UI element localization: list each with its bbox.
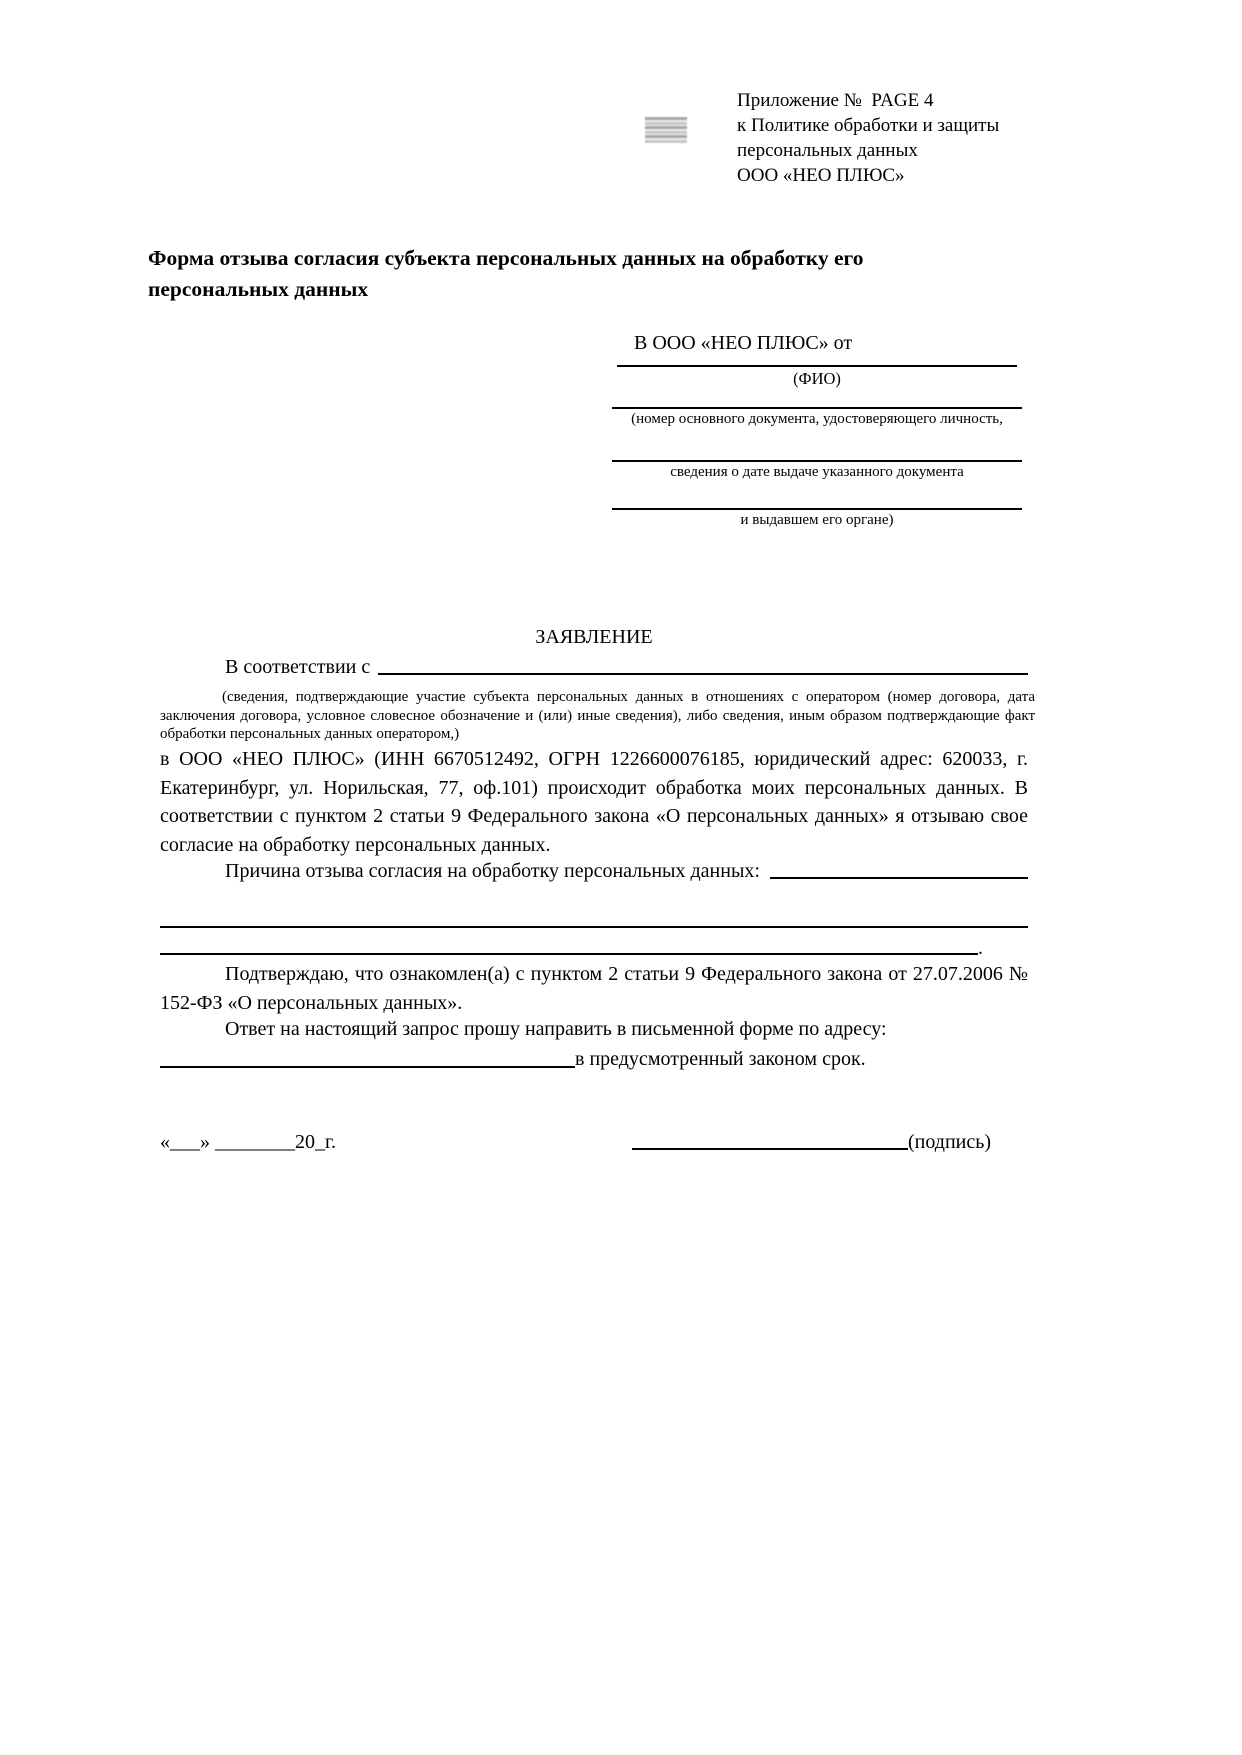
blank-line-2-row: [160, 934, 1028, 960]
reason-blank-line: [770, 877, 1028, 879]
field-code-artifact: [645, 117, 687, 143]
statement-heading: ЗАЯВЛЕНИЕ: [535, 626, 653, 648]
header-company-line: ООО «НЕО ПЛЮС»: [737, 165, 905, 186]
signature-caption: (подпись): [908, 1131, 992, 1153]
blank-line-1: [160, 900, 1028, 928]
issue-date-field-caption: сведения о дате выдаче указанного документа: [670, 464, 964, 480]
page-title-line-2: персональных данных: [148, 277, 369, 301]
confirm-paragraph: Подтверждаю, что ознакомлен(а) с пунктом 2 статьи 9 Федерального закона от 27.07.2006 № 152-ФЗ «О персональных данных».: [160, 963, 1028, 1014]
document-number-field-caption: (номер основного документа, удостоверяющего личность,: [631, 411, 1003, 427]
document-number-field-line: [612, 407, 1022, 409]
header-policy-line: к Политике обработки и защиты: [737, 115, 1000, 136]
issue-date-field-line: [612, 460, 1022, 462]
page-title-line-1: Форма отзыва согласия субъекта персональных данных на обработку его: [148, 246, 864, 270]
addressee-block: [612, 332, 1022, 542]
fio-field-caption: (ФИО): [793, 369, 841, 388]
addressee-to-line: В ООО «НЕО ПЛЮС» от: [634, 332, 853, 354]
fio-field-line: [617, 365, 1017, 367]
reason-prefix: Причина отзыва согласия на обработку персональных данных:: [225, 860, 760, 882]
intro-prefix: В соответствии с: [225, 656, 371, 678]
header-block: [737, 88, 1037, 188]
intro-blank-line: [378, 673, 1028, 675]
blank-line-period: .: [978, 937, 983, 959]
intro-line: [160, 656, 1028, 679]
reply-suffix: в предусмотренный законом срок.: [575, 1048, 866, 1070]
fine-print-note: (сведения, подтверждающие участие субъекта персональных данных в отношениях с оператором (номер договора, дата заключения договора, условное словесное обозначение и (или) иные сведения), либо сведения, иным образом подтверждающие факт обработки персональных данных оператором,): [160, 689, 1035, 742]
reply-address-row: [160, 1044, 1028, 1071]
signature-group: [632, 1131, 991, 1154]
blank-line-2: [160, 953, 978, 955]
issuing-authority-field-line: [612, 508, 1022, 510]
address-blank-line: [160, 1066, 575, 1068]
signature-blank-line: [632, 1148, 908, 1150]
date-line: «___» ________20_г.: [160, 1131, 336, 1153]
reply-request-line: Ответ на настоящий запрос прошу направить в письменной форме по адресу:: [225, 1018, 887, 1040]
footer-row: [160, 1124, 1028, 1156]
header-personal-data-line: персональных данных: [737, 140, 918, 161]
header-appendix-line: Приложение № PAGE 4: [737, 90, 934, 111]
page-title: [148, 243, 1048, 305]
body-paragraph: в ООО «НЕО ПЛЮС» (ИНН 6670512492, ОГРН 1226600076185, юридический адрес: 620033, г. Екатеринбург, ул. Норильская, 77, оф.101) происходит обработка моих персональных данных. В соответствии с пунктом 2 статьи 9 Федерального закона «О персональных данных» я отзываю свое согласие на обработку персональных данных.: [160, 748, 1028, 856]
issuing-authority-field-caption: и выдавшем его органе): [740, 512, 894, 528]
reason-line: [160, 860, 1028, 883]
